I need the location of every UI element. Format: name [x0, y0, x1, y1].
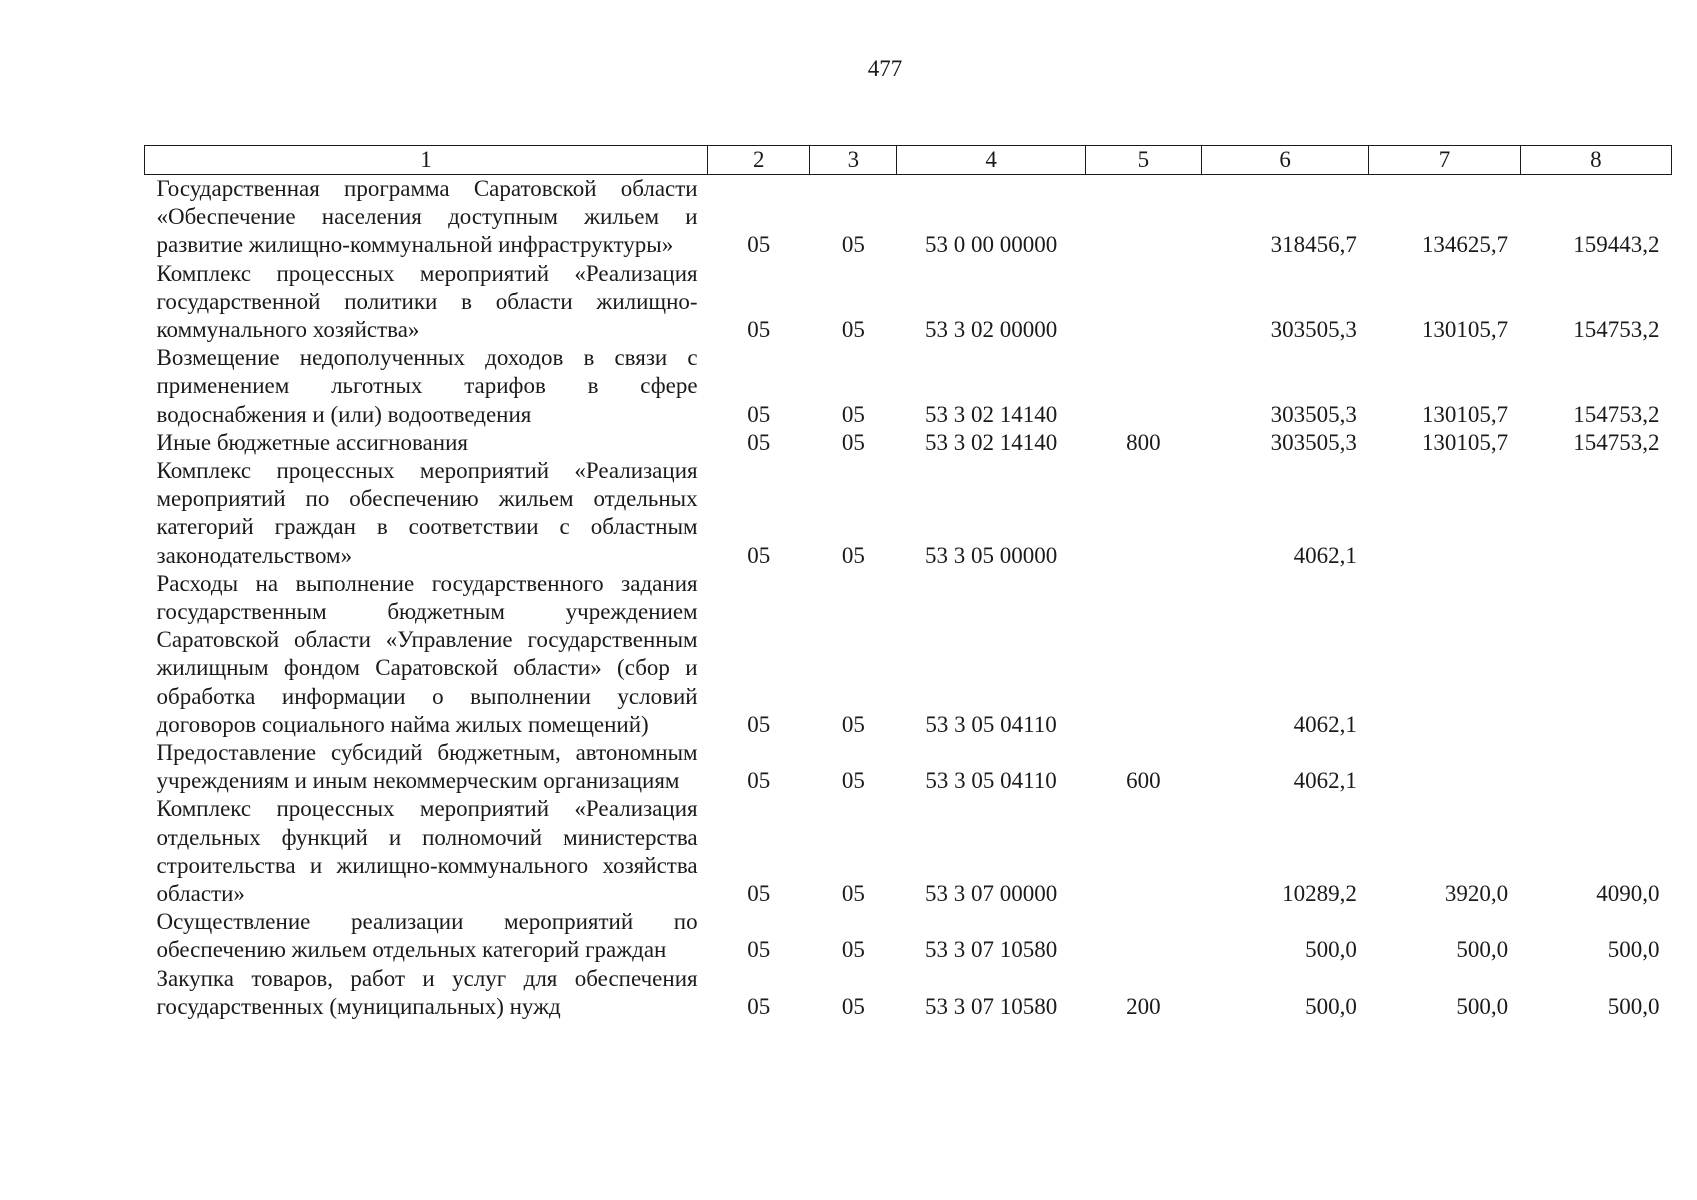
header-row [145, 146, 1672, 175]
section-code: 05 [747, 232, 771, 258]
section-code: 05 [747, 401, 771, 427]
amount-col-7: 500,0 [1456, 937, 1509, 963]
section-code: 05 [747, 881, 771, 907]
amount-col-6: 10289,2 [1282, 881, 1357, 907]
target-article-code: 53 3 02 14140 [924, 429, 1058, 455]
column-header-8: 8 [1520, 146, 1671, 175]
subsection-code: 05 [841, 401, 865, 427]
item-name: Осуществление реализации мероприятий по обеспечению жильем отдельных категорий граждан [156, 909, 698, 963]
expense-type-code [1085, 570, 1201, 739]
subsection-code: 05 [841, 232, 865, 258]
item-name: Предоставление субсидий бюджетным, автономным учреждениям и иным некоммерческим организациям [156, 740, 698, 794]
amount-col-6: 4062,1 [1293, 711, 1357, 737]
amount-col-6: 318456,7 [1270, 232, 1357, 258]
target-article-code: 53 3 05 04110 [925, 711, 1057, 737]
table-row [145, 260, 1672, 345]
amount-col-6: 303505,3 [1270, 429, 1357, 455]
table-row [145, 344, 1672, 429]
amount-col-8: 4090,0 [1596, 881, 1660, 907]
amount-col-7 [1369, 570, 1520, 739]
item-name: Возмещение недополученных доходов в связи с применением льготных тарифов в сфере водоснабжения и (или) водоотведения [156, 345, 698, 427]
item-name: Комплекс процессных мероприятий «Реализация государственной политики в области жилищно-коммунального хозяйства» [156, 260, 698, 343]
amount-col-6: 500,0 [1305, 993, 1357, 1019]
expense-type-code [1085, 175, 1201, 260]
table-row [145, 175, 1672, 260]
expense-type-code [1085, 795, 1201, 908]
amount-col-8: 500,0 [1607, 993, 1660, 1019]
section-code: 05 [747, 937, 771, 963]
column-header-3: 3 [810, 146, 897, 175]
column-header-5: 5 [1085, 146, 1201, 175]
expense-type-code [1085, 457, 1201, 570]
amount-col-8: 500,0 [1607, 937, 1660, 963]
subsection-code: 05 [841, 317, 865, 343]
column-header-1: 1 [145, 146, 708, 175]
amount-col-7: 130105,7 [1421, 317, 1509, 343]
subsection-code: 05 [841, 937, 865, 963]
expense-type-code [1085, 344, 1201, 429]
target-article-code: 53 3 05 00000 [924, 542, 1058, 568]
table-row [145, 570, 1672, 739]
section-code: 05 [747, 542, 771, 568]
table-body [145, 175, 1672, 1022]
expense-type-code [1085, 908, 1201, 964]
column-header-7: 7 [1369, 146, 1520, 175]
amount-col-8 [1520, 570, 1671, 739]
table-row [145, 908, 1672, 964]
amount-col-8: 154753,2 [1573, 429, 1660, 455]
section-code: 05 [747, 317, 771, 343]
amount-col-8: 154753,2 [1573, 317, 1660, 343]
expense-type-code [1085, 260, 1201, 345]
target-article-code: 53 3 07 10580 [924, 937, 1058, 963]
amount-col-8 [1520, 457, 1671, 570]
amount-col-7 [1369, 457, 1520, 570]
section-code: 05 [747, 429, 771, 455]
table-row [145, 795, 1672, 908]
column-header-6: 6 [1202, 146, 1369, 175]
item-name: Комплекс процессных мероприятий «Реализация мероприятий по обеспечению жильем отдельных категорий граждан в соответствии с областным законодательством» [156, 458, 698, 568]
amount-col-6: 303505,3 [1270, 401, 1357, 427]
table-header [145, 146, 1672, 175]
item-name: Иные бюджетные ассигнования [156, 429, 468, 455]
subsection-code: 05 [841, 993, 865, 1019]
table-row [145, 457, 1672, 570]
amount-col-7: 500,0 [1456, 993, 1509, 1019]
column-header-2: 2 [708, 146, 810, 175]
item-name: Расходы на выполнение государственного задания государственным бюджетным учреждением Саратовской области «Управление государственным жилищным фондом Саратовской области» (сбор и обработка информации о выполнении условий договоров социального найма жилых помещений) [156, 570, 698, 737]
table-row [145, 965, 1672, 1021]
expense-type-code: 800 [1126, 429, 1161, 455]
amount-col-8: 159443,2 [1573, 232, 1660, 258]
target-article-code: 53 3 02 00000 [924, 317, 1058, 343]
amount-col-7: 130105,7 [1421, 401, 1509, 427]
amount-col-6: 4062,1 [1293, 542, 1357, 568]
table-row [145, 429, 1672, 457]
target-article-code: 53 0 00 00000 [924, 232, 1058, 258]
item-name: Закупка товаров, работ и услуг для обеспечения государственных (муниципальных) нужд [156, 965, 698, 1019]
amount-col-6: 303505,3 [1270, 317, 1357, 343]
table-row [145, 739, 1672, 795]
amount-col-8: 154753,2 [1573, 401, 1660, 427]
item-name: Комплекс процессных мероприятий «Реализация отдельных функций и полномочий министерства строительства и жилищно-коммунального хозяйства области» [156, 796, 698, 907]
subsection-code: 05 [841, 768, 865, 794]
target-article-code: 53 3 07 00000 [924, 881, 1058, 907]
amount-col-8 [1520, 739, 1671, 795]
column-header-4: 4 [897, 146, 1085, 175]
section-code: 05 [747, 768, 771, 794]
amount-col-7: 3920,0 [1444, 881, 1509, 907]
target-article-code: 53 3 05 04110 [925, 768, 1057, 794]
expense-type-code: 200 [1126, 993, 1161, 1019]
amount-col-6: 500,0 [1305, 937, 1357, 963]
budget-table [144, 145, 1672, 1021]
item-name: Государственная программа Саратовской области «Обеспечение населения доступным жильем и развитие жилищно-коммунальной инфраструктуры» [156, 176, 698, 258]
page-number: 477 [867, 56, 903, 81]
subsection-code: 05 [841, 429, 865, 455]
subsection-code: 05 [841, 542, 865, 568]
amount-col-7 [1369, 739, 1520, 795]
target-article-code: 53 3 02 14140 [924, 401, 1058, 427]
subsection-code: 05 [841, 881, 865, 907]
expense-type-code: 600 [1126, 768, 1161, 794]
amount-col-7: 130105,7 [1421, 429, 1509, 455]
amount-col-7: 134625,7 [1421, 232, 1509, 258]
section-code: 05 [747, 993, 771, 1019]
subsection-code: 05 [841, 711, 865, 737]
section-code: 05 [747, 711, 771, 737]
amount-col-6: 4062,1 [1293, 768, 1357, 794]
target-article-code: 53 3 07 10580 [924, 993, 1058, 1019]
